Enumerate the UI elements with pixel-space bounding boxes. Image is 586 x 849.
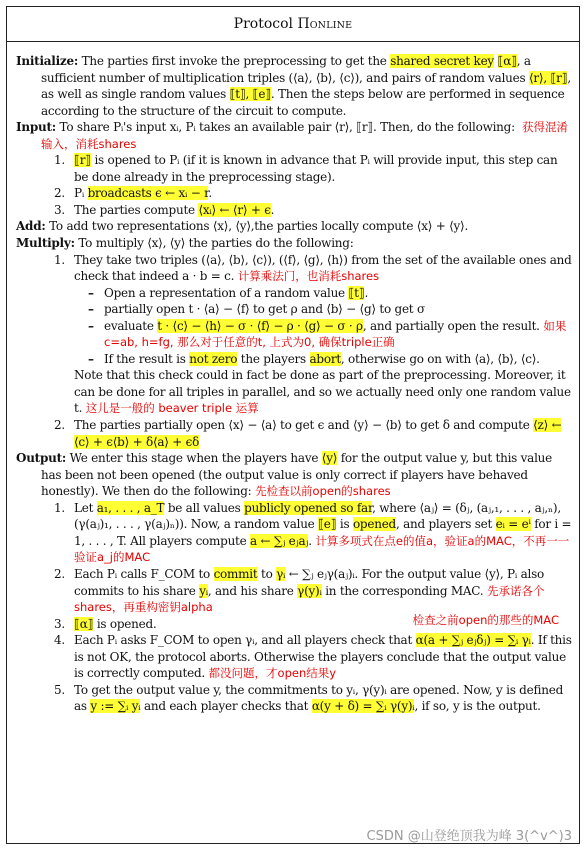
add-section: Add: To add two representations ⟨x⟩, ⟨y⟩,the parties locally compute ⟨x⟩ + ⟨y⟩. xyxy=(16,219,469,234)
output-step-3: 3. ⟦α⟧ is opened. 检查之前open的那些的MAC xyxy=(54,612,559,631)
input-section: Input: To share Pᵢ's input xᵢ, Pᵢ takes an available pair ⟨r⟩, ⟦r⟧. Then, do the following: 获得混淆输入，消耗shares xyxy=(16,120,569,151)
input-step-3: 3. The parties compute ⟨xᵢ⟩ ← ⟨r⟩ + ϵ. xyxy=(54,202,275,217)
initialize-section: Initialize: The parties first invoke the preprocessing to get the shared secret key ⟦α⟧, a sufficient number of multiplication triples (⟨a⟩, ⟨b⟩, ⟨c⟩), and pairs of random values ⟨r⟩, ⟦r⟧, as well as single random values ⟦t⟧, ⟦e⟧. Then the steps below are performed in sequence according to the structure of the circuit to compute. xyxy=(16,54,571,118)
output-step-1: 1. Let a₁, . . . , a_T be all values publicly opened so far, where ⟨aⱼ⟩ = (δⱼ, (aⱼ,₁, . . . , aⱼ,ₙ), (γ(aⱼ)₁, . . . , γ(aⱼ)ₙ)). Now, a random value ⟦e⟧ is opened, and players set eᵢ = eⁱ for i = 1, . . . , T. All players compute a ← ∑ⱼ eⱼaⱼ. 计算多项式在点e的值a，验证a的MAC，不再一一验证a_j的MAC xyxy=(54,500,572,565)
output-step-4: 4. Each Pᵢ asks F_COM to open γᵢ, and all players check that α(a + ∑ⱼ eⱼδⱼ) = ∑ᵢ γᵢ. If this is not OK, the protocol aborts. Otherwise the players conclude that the output value is correctly computed. 都没问题，才open结果y xyxy=(54,633,572,681)
output-section: Output: We enter this stage when the players have ⟨y⟩ for the output value y, but this value has been not been opened (the output value is only correct if players have behaved honestly). We then do the following: 先检查以前open的shares xyxy=(16,451,552,499)
annotation-triple-check: 如果c=ab, h=fg, 那么对于任意的t, 上式为0, 确保triple正确 xyxy=(104,318,567,350)
protocol-title: Protocol ΠONLINE xyxy=(233,16,353,32)
output-step-5: 5. To get the output value y, the commitments to yᵢ, γ(y)ᵢ are opened. Now, y is defined as y := ∑ᵢ yᵢ and each player checks that α(y + δ) = ∑ᵢ γ(y)ᵢ, if so, y is the output. xyxy=(54,682,563,714)
output-step-2: 2. Each Pᵢ calls F_COM to commit to γᵢ ← ∑ⱼ eⱼγ(aⱼ)ᵢ. For the output value ⟨y⟩, Pᵢ also commits to his share yᵢ, and his share γ(y)ᵢ in the corresponding MAC. 先承诺各个shares，再重构密钥alpha xyxy=(54,566,545,615)
csdn-watermark: CSDN @山登绝顶我为峰 3(^v^)3 xyxy=(366,829,572,844)
protocol-box xyxy=(6,6,580,844)
annotation-commit: 先承诺各个shares，再重构密钥alpha xyxy=(74,583,545,615)
multiply-step-1: 1. They take two triples (⟨a⟩, ⟨b⟩, ⟨c⟩), (⟨f⟩, ⟨g⟩, ⟨h⟩) from the set of the available ones and check that indeed a · b = c. 计算乘法门，也消耗shares xyxy=(54,252,572,284)
annotation-multiply: 计算乘法门，也消耗shares xyxy=(237,269,380,284)
annotation-output: 先检查以前open的shares xyxy=(255,484,391,499)
annotation-open-y: 都没问题，才open结果y xyxy=(208,666,337,681)
protocol-body xyxy=(16,53,573,715)
input-step-1: 1. ⟦r⟧ is opened to Pᵢ (if it is known in advance that Pᵢ will provide input, this step can be done already in the preprocessing stage). xyxy=(54,153,558,184)
annotation-input: 获得混淆输入，消耗shares xyxy=(41,120,569,151)
check-step-abort: – If the result is not zero the players abort, otherwise go on with ⟨a⟩, ⟨b⟩, ⟨c⟩. xyxy=(88,351,540,366)
check-step-open-t: – Open a representation of a random value ⟦t⟧. xyxy=(88,285,369,300)
check-step-partial-open: – partially open t · ⟨a⟩ − ⟨f⟩ to get ρ and ⟨b⟩ − ⟨g⟩ to get σ xyxy=(88,302,425,317)
annotation-beaver: 这儿是一般的 beaver triple 运算 xyxy=(85,401,259,416)
annotation-check-mac: 检查之前open的那些的MAC xyxy=(412,612,559,627)
title-divider xyxy=(7,41,579,42)
check-step-evaluate: – evaluate t · ⟨c⟩ − ⟨h⟩ − σ · ⟨f⟩ − ρ · ⟨g⟩ − σ · ρ, and partially open the result. 如果c=ab, h=fg, 那么对于任意的t, 上式为0, 确保triple正确 xyxy=(88,318,567,350)
input-step-2: 2. Pᵢ broadcasts ϵ ← xᵢ − r. xyxy=(54,186,212,201)
multiply-section: Multiply: To multiply ⟨x⟩, ⟨y⟩ the parties do the following: xyxy=(16,236,354,251)
multiply-step-2: 2. The parties partially open ⟨x⟩ − ⟨a⟩ to get ϵ and ⟨y⟩ − ⟨b⟩ to get δ and compute ⟨z⟩ ← ⟨c⟩ + ϵ⟨b⟩ + δ⟨a⟩ + ϵδ xyxy=(54,418,562,449)
multiply-note: Note that this check could in fact be done as part of the preprocessing. Moreover, it can be done for all triples in parallel, and so we actually need only one random value t. 这儿是一般的 beaver triple 运算 xyxy=(74,368,571,416)
annotation-mac-poly: 计算多项式在点e的值a，验证a的MAC，不再一一验证a_j的MAC xyxy=(74,533,570,565)
